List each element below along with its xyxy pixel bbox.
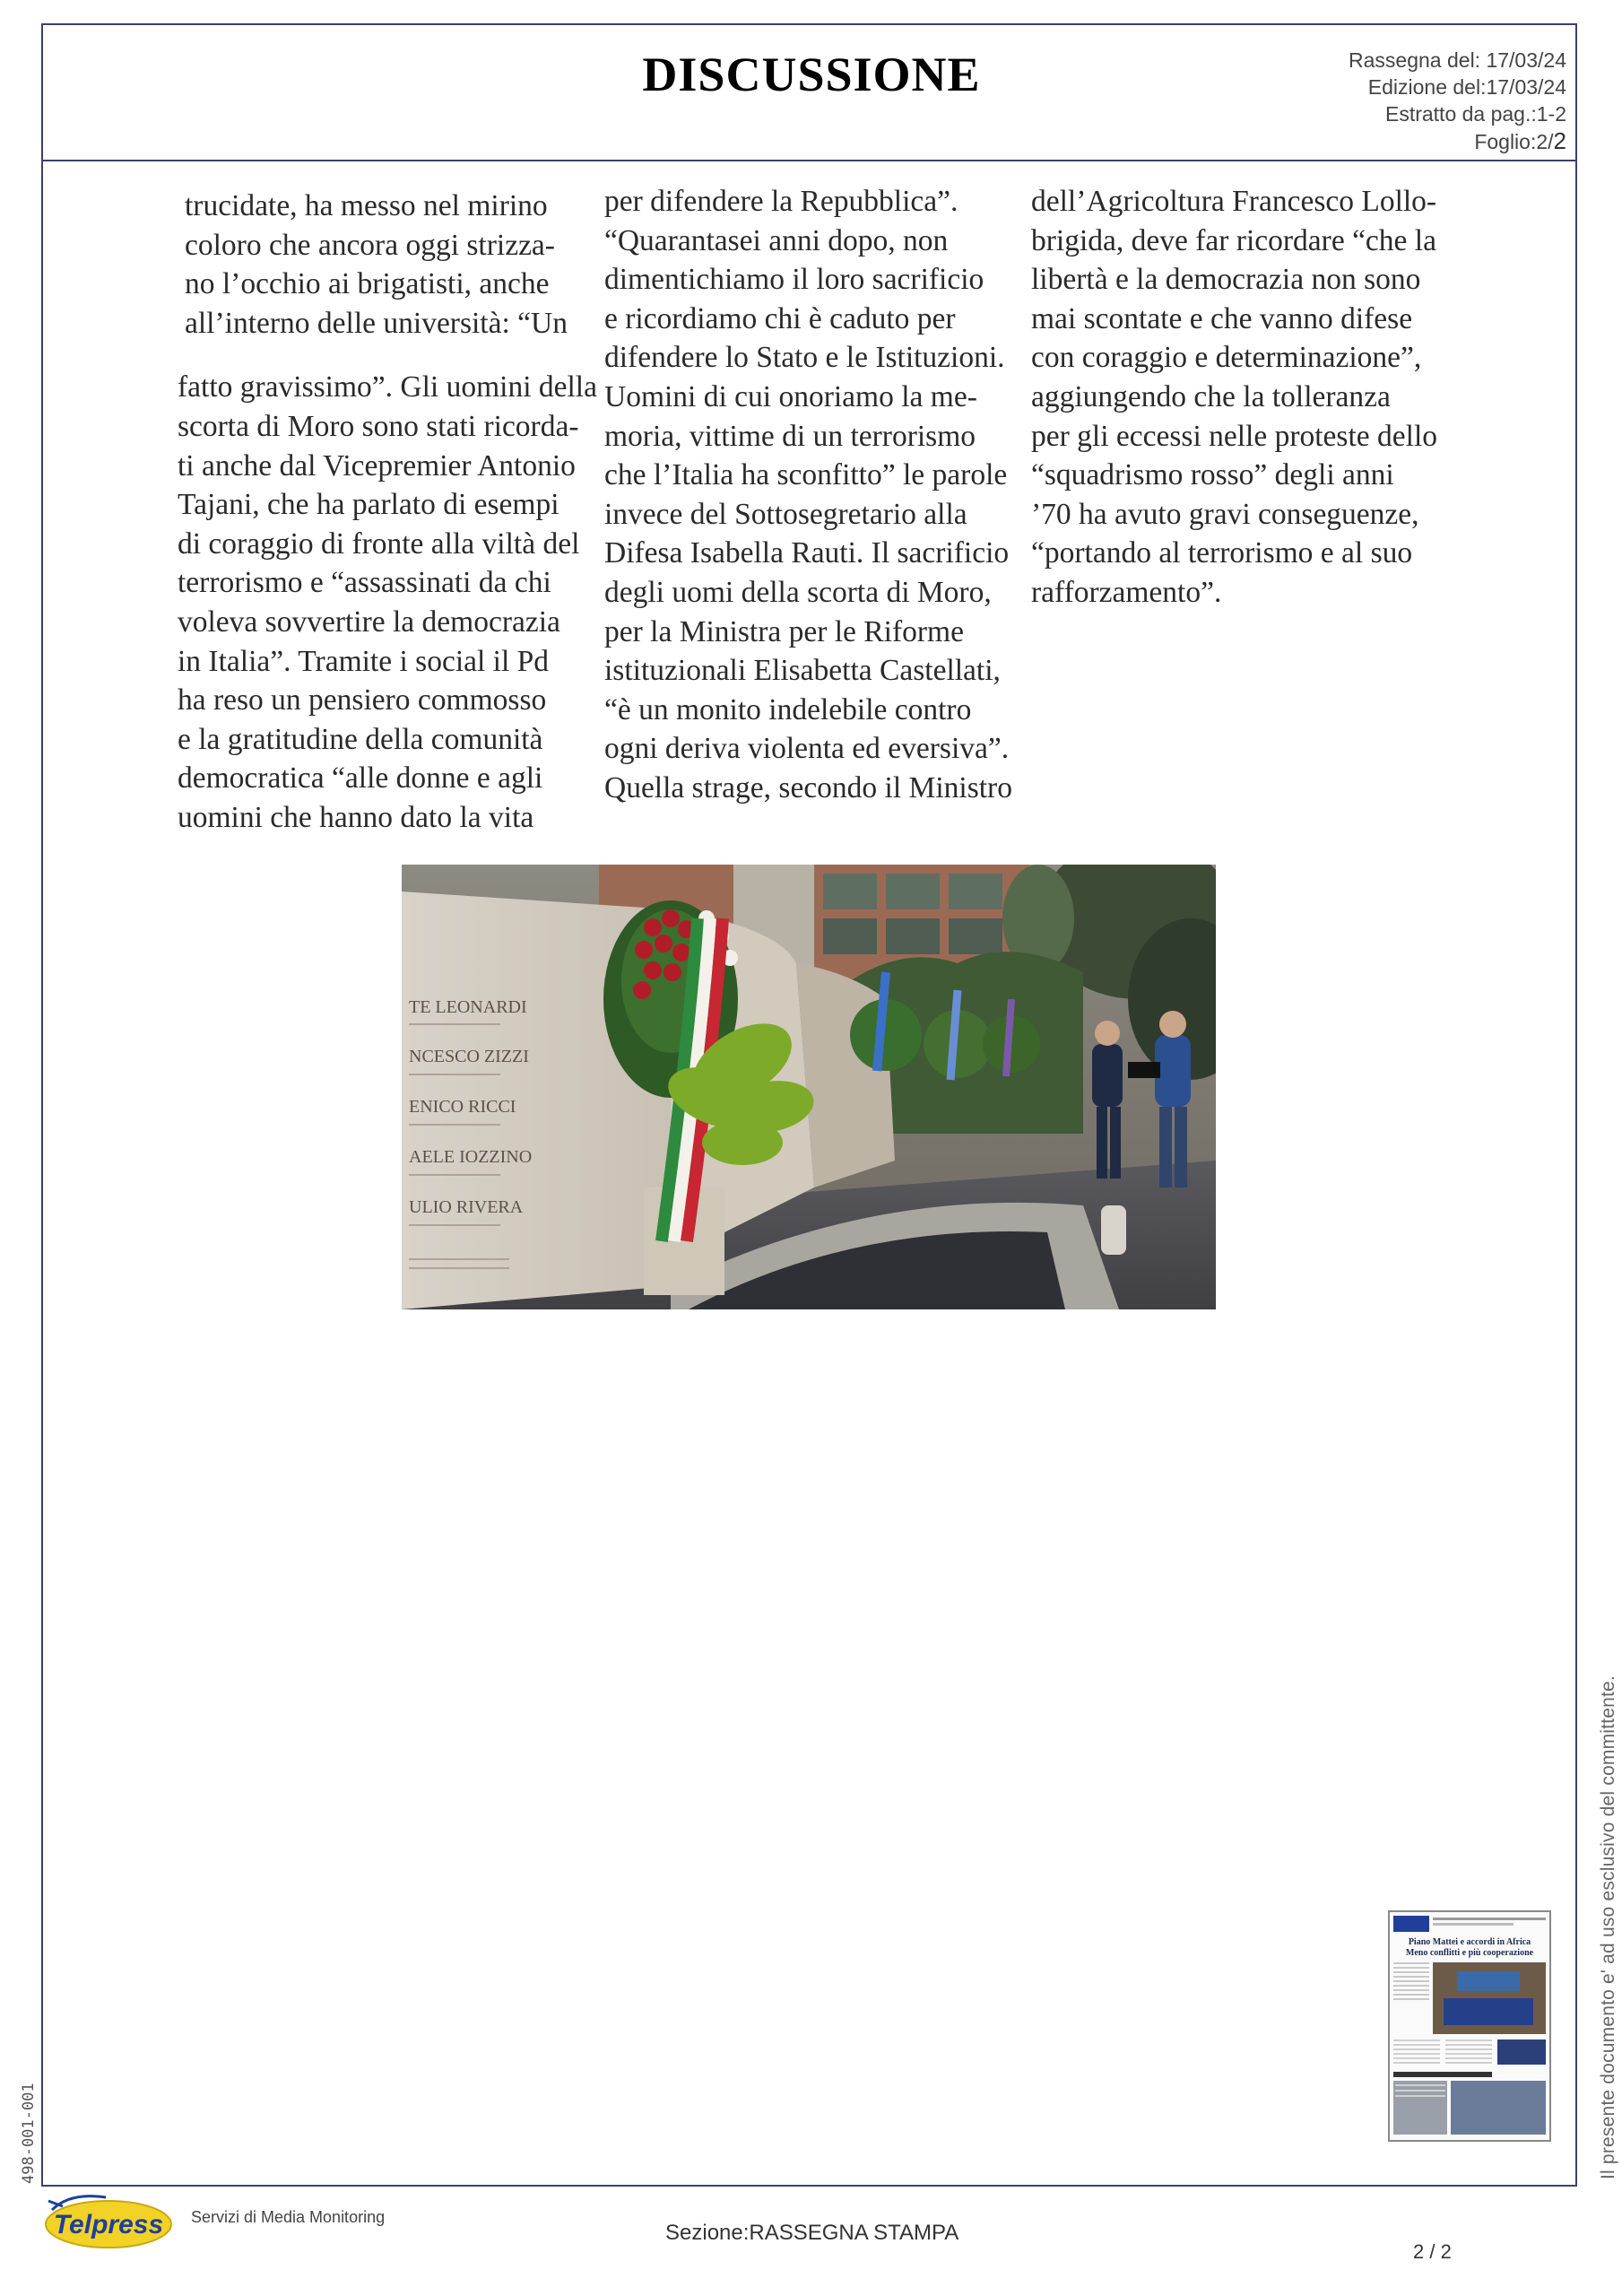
article-line: “squadrismo rosso” degli anni	[1031, 458, 1394, 492]
article-line: e la gratitudine della comunità	[178, 722, 543, 756]
logo-tagline: Servizi di Media Monitoring	[191, 2208, 386, 2226]
article-line: per la Ministra per le Riforme	[604, 614, 964, 648]
article-line: ti anche dal Vicepremier Antonio	[178, 448, 576, 483]
article-line: dimentichiamo il loro sacrificio	[604, 263, 984, 297]
article-line: e ricordiamo chi è caduto per	[604, 301, 956, 335]
article-line: in Italia”. Tramite i social il Pd	[178, 644, 550, 678]
article-line: “portando al terrorismo e al suo	[1031, 536, 1413, 570]
masthead-title: DISCUSSIONE	[642, 48, 981, 101]
article-line: ha reso un pensiero commosso	[178, 683, 547, 718]
rassegna-date: Rassegna del: 17/03/24	[1349, 48, 1566, 72]
article-line: dell’Agricoltura Francesco Lollo-	[1031, 185, 1437, 218]
article-line: coloro che ancora oggi strizza-	[185, 228, 555, 262]
memorial-photo	[402, 865, 1216, 1309]
article-line: uomini che hanno dato la vita	[178, 800, 534, 834]
article-line: mai scontate e che vanno difese	[1031, 301, 1413, 335]
article-line: trucidate, ha messo nel mirino	[185, 189, 548, 222]
article-line: Difesa Isabella Rauti. Il sacrificio	[604, 536, 1010, 570]
article-line: con coraggio e determinazione”,	[1031, 341, 1422, 375]
article-line: aggiungendo che la tolleranza	[1031, 379, 1391, 413]
article-line: moria, vittime di un terrorismo	[604, 419, 976, 453]
article-line: che l’Italia ha sconfitto” le parole	[604, 458, 1008, 492]
article-line: rafforzamento”.	[1031, 575, 1222, 609]
article-line: Quella strage, secondo il Ministro	[604, 770, 1012, 804]
plaque-name: ULIO RIVERA	[409, 1197, 524, 1217]
article-line: fatto gravissimo”. Gli uomini della	[178, 370, 597, 404]
plaque-name: ENICO RICCI	[409, 1097, 516, 1117]
article-column-3	[1031, 182, 1438, 613]
article-line: per gli eccessi nelle proteste dello	[1031, 419, 1438, 453]
article-line: Uomini di cui onoriamo la me-	[604, 379, 977, 413]
plaque-name: AELE IOZZINO	[409, 1147, 533, 1167]
article-line: ’70 ha avuto gravi conseguenze,	[1031, 497, 1419, 531]
telpress-logo	[43, 2188, 174, 2249]
article-line: “Quarantasei anni dopo, non	[604, 223, 949, 257]
article-line: ogni deriva violenta ed eversiva”.	[604, 732, 1010, 766]
plaque-name: NCESCO ZIZZI	[409, 1047, 529, 1066]
document-code: 498-001-001	[20, 2083, 38, 2184]
article-column-2	[604, 182, 1012, 808]
article-line: difendere lo Stato e le Istituzioni.	[604, 341, 1005, 375]
article-line: degli uomi della scorta di Moro,	[604, 575, 992, 609]
article-line: terrorismo e “assassinati da chi	[178, 566, 551, 600]
thumb-headline-1: Piano Mattei e accordi in Africa	[1408, 1937, 1531, 1947]
press-review-meta	[1349, 47, 1566, 155]
article-line: scorta di Moro sono stati ricorda-	[178, 409, 579, 443]
article-line: libertà e la democrazia non sono	[1031, 263, 1421, 297]
plaque-name: TE LEONARDI	[409, 997, 527, 1017]
article-line: all’interno delle università: “Un	[185, 306, 568, 340]
section-label: Sezione:RASSEGNA STAMPA	[665, 2221, 959, 2245]
header-divider	[41, 160, 1577, 161]
article-column-1	[178, 187, 597, 838]
foglio-count	[1349, 127, 1566, 155]
foglio-total: 2	[1553, 127, 1566, 154]
article-line: per difendere la Repubblica”.	[604, 185, 958, 218]
page-number: 2 / 2	[1413, 2240, 1452, 2263]
thumb-headline-2: Meno conflitti e più cooperazione	[1405, 1948, 1534, 1958]
edizione-date: Edizione del:17/03/24	[1367, 75, 1566, 99]
article-line: istituzionali Elisabetta Castellati,	[604, 654, 1001, 688]
article-line: Tajani, che ha parlato di esempi	[178, 488, 559, 522]
logo-wordmark: Telpress	[53, 2210, 164, 2239]
front-page-thumbnail[interactable]	[1388, 1910, 1551, 2142]
foglio-label: Foglio:2/	[1474, 130, 1554, 153]
article-line: “è un monito indelebile contro	[604, 692, 972, 726]
article-line: voleva sovvertire la democrazia	[178, 604, 560, 639]
article-line: di coraggio di fronte alla viltà del	[178, 526, 580, 561]
article-line: democratica “alle donne e agli	[178, 761, 543, 796]
article-line: no l’occhio ai brigatisti, anche	[185, 267, 550, 301]
article-line: invece del Sottosegretario alla	[604, 497, 967, 531]
usage-disclaimer: Il presente documento e' ad uso esclusivo del committente.	[1598, 1675, 1618, 2179]
article-line: brigida, deve far ricordare “che la	[1031, 223, 1436, 257]
estratto-pages: Estratto da pag.:1-2	[1384, 102, 1566, 126]
